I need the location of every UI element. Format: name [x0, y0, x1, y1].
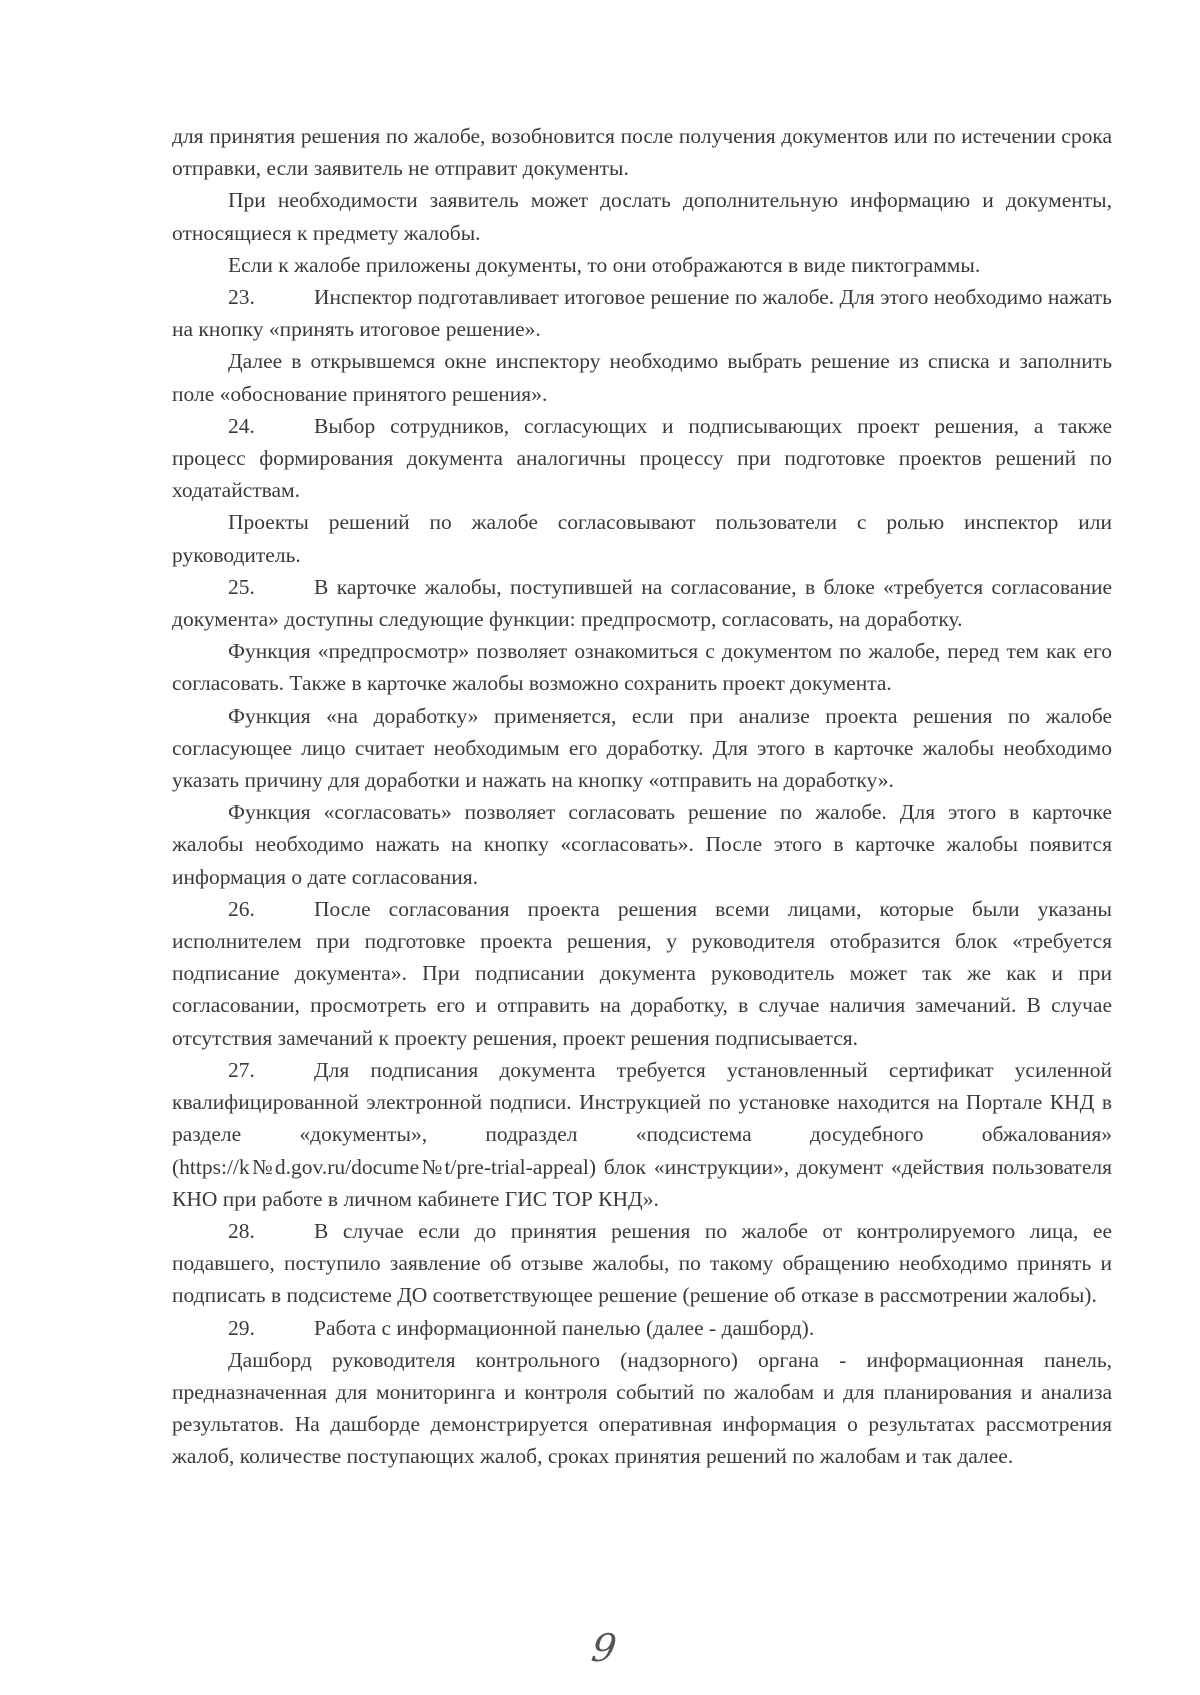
paragraph-item-28	[172, 1215, 1112, 1312]
paragraph-item-27	[172, 1054, 1112, 1215]
paragraph-text: При необходимости заявитель может дослать дополнительную информацию и документы, относящиеся к предмету жалобы.	[172, 188, 1112, 245]
paragraph-item-25	[172, 571, 1112, 635]
paragraph	[172, 506, 1112, 570]
paragraph-text: Инспектор подготавливает итоговое решение по жалобе. Для этого необходимо нажать на кнопку «принять итоговое решение».	[172, 285, 1112, 342]
paragraph-continuation	[172, 120, 1112, 184]
paragraph	[172, 1344, 1112, 1473]
paragraph-text: Функция «на доработку» применяется, если при анализе проекта решения по жалобе согласующее лицо считает необходимым его доработку. Для этого в карточке жалобы необходимо указать причину для доработки и нажать на кнопку «отправить на доработку».	[172, 703, 1112, 793]
page-number: 9	[588, 1626, 620, 1670]
paragraph-text: Работа с информационной панелью (далее - дашборд).	[314, 1315, 815, 1340]
item-number: 27.	[228, 1057, 255, 1082]
paragraph-text: Если к жалобе приложены документы, то они отображаются в виде пиктограммы.	[228, 252, 981, 277]
document-body	[172, 120, 1112, 1473]
paragraph	[172, 635, 1112, 699]
paragraph-text: Дашборд руководителя контрольного (надзорного) органа - информационная панель, предназначенная для мониторинга и контроля событий по жалобам и для планирования и анализа результатов. На дашборде демонстрируется оперативная информация о результатах рассмотрения жалоб, количестве поступающих жалоб, сроках принятия решений по жалобам и так далее.	[172, 1347, 1112, 1469]
paragraph	[172, 700, 1112, 797]
item-number: 23.	[228, 285, 255, 310]
item-number: 24.	[228, 413, 255, 438]
paragraph	[172, 796, 1112, 893]
paragraph-text: Для подписания документа требуется установленный сертификат усиленной квалифицированной электронной подписи. Инструкцией по установке находится на Портале КНД в разделе «документы», подраздел «подсистема досудебного обжалования» (https://k№d.gov.ru/docume№t/pre-trial-appeal) блок «инструкции», документ «действия пользователя КНО при работе в личном кабинете ГИС ТОР КНД».	[172, 1057, 1112, 1211]
paragraph	[172, 184, 1112, 248]
item-number: 25.	[228, 574, 255, 599]
paragraph-item-29	[172, 1312, 1112, 1344]
paragraph-item-24	[172, 410, 1112, 507]
paragraph-item-26	[172, 893, 1112, 1054]
paragraph-text: Проекты решений по жалобе согласовывают пользователи с ролью инспектор или руководитель.	[172, 510, 1112, 567]
paragraph-text: В случае если до принятия решения по жалобе от контролируемого лица, ее подавшего, поступило заявление об отзыве жалобы, по такому обращению необходимо принять и подписать в подсистеме ДО соответствующее решение (решение об отказе в рассмотрении жалобы).	[172, 1218, 1112, 1308]
item-number: 29.	[228, 1315, 255, 1340]
paragraph-item-23	[172, 281, 1112, 345]
paragraph-text: для принятия решения по жалобе, возобновится после получения документов или по истечении срока отправки, если заявитель не отправит документы.	[172, 124, 1112, 181]
paragraph-text: Далее в открывшемся окне инспектору необходимо выбрать решение из списка и заполнить поле «обоснование принятого решения».	[172, 349, 1112, 406]
paragraph-text: Функция «предпросмотр» позволяет ознакомиться с документом по жалобе, перед тем как его согласовать. Также в карточке жалобы возможно сохранить проект документа.	[172, 639, 1112, 696]
paragraph	[172, 249, 1112, 281]
paragraph	[172, 345, 1112, 409]
paragraph-text: Функция «согласовать» позволяет согласовать решение по жалобе. Для этого в карточке жалобы необходимо нажать на кнопку «согласовать». После этого в карточке жалобы появится информация о дате согласования.	[172, 800, 1112, 889]
item-number: 28.	[228, 1218, 255, 1243]
paragraph-text: В карточке жалобы, поступившей на согласование, в блоке «требуется согласование документа» доступны следующие функции: предпросмотр, согласовать, на доработку.	[172, 574, 1112, 632]
paragraph-text: Выбор сотрудников, согласующих и подписывающих проект решения, а также процесс формирования документа аналогичны процессу при подготовке проектов решений по ходатайствам.	[172, 413, 1112, 503]
paragraph-text: После согласования проекта решения всеми лицами, которые были указаны исполнителем при подготовке проекта решения, у руководителя отобразится блок «требуется подписание документа». При подписании документа руководитель может так же как и при согласовании, просмотреть его и отправить на доработку, в случае наличия замечаний. В случае отсутствия замечаний к проекту решения, проект решения подписывается.	[172, 896, 1112, 1050]
item-number: 26.	[228, 896, 255, 921]
